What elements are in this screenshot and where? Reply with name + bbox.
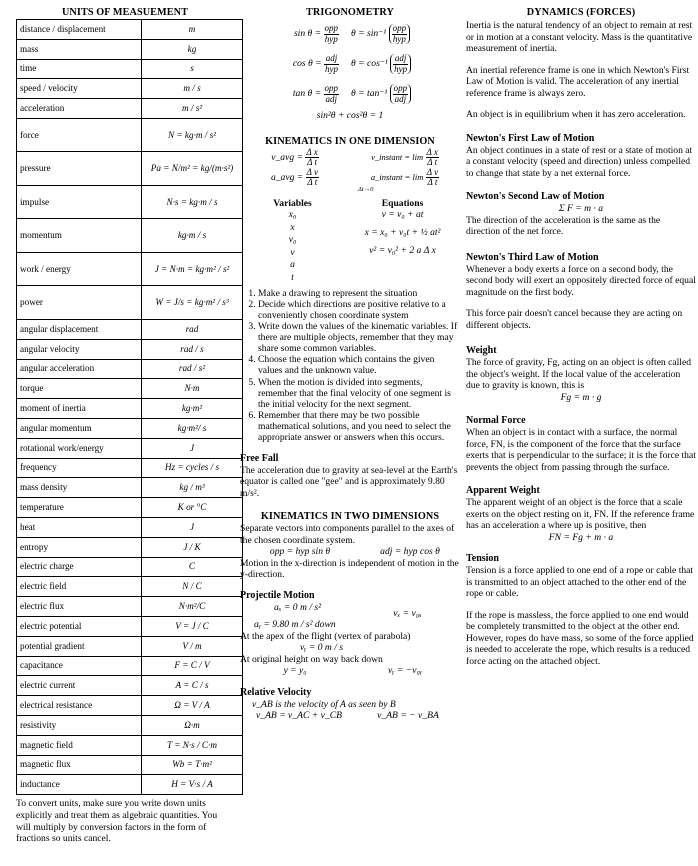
units-value: Ω·m [142,715,243,735]
units-quantity: angular displacement [17,319,142,339]
units-value: V / m [142,636,243,656]
units-value: K or °C [142,498,243,518]
units-quantity: moment of inertia [17,399,142,419]
rel-eq2: v_AB = − v_BA [377,710,439,722]
units-quantity: electric current [17,676,142,696]
units-row [17,79,243,99]
kinematic-equation: v = v₀ + at [381,209,424,221]
kinematic-variable: v [290,246,295,258]
units-value: J [142,438,243,458]
units-quantity: electric charge [17,557,142,577]
dyn-title: DYNAMICS (FORCES) [526,7,636,18]
avg-velocity-label: v_avg = [271,152,303,164]
units-row [17,418,243,438]
trig-den: hyp [324,33,338,44]
ax-formula: aₓ = 0 m / s² [274,601,321,613]
vy-neg-formula: vᵧ = −v₀ᵧ [387,665,423,677]
units-quantity: frequency [17,458,142,478]
units-value: N·m²/C [142,597,243,617]
units-row [17,537,243,557]
ay-formula: aᵧ = 9.80 m / s² down [254,619,336,631]
trig-fn: sin θ = [293,28,322,40]
units-quantity: angular acceleration [17,359,142,379]
units-value: N / C [142,577,243,597]
units-quantity: time [17,59,142,79]
units-title: UNITS OF MEASUEMENT [61,7,189,18]
units-quantity: angular velocity [17,339,142,359]
units-row [17,498,243,518]
units-quantity: power [17,286,142,320]
units-quantity: capacitance [17,656,142,676]
units-value: kg·m / s [142,219,243,253]
rel-eq1: v_AB = v_AC + v_CB [256,710,342,722]
n1-title: Newton's First Law of Motion [466,132,595,144]
units-value: s [142,59,243,79]
units-note: To convert units, make sure you write down units explicitly and treat them as algebraic quantities. You will multiply by conversion factors in the form of fractions so units cancel. [16,798,218,845]
units-quantity: magnetic field [17,735,142,755]
units-value: kg·m²/ s [142,418,243,438]
kinematic-variable: a [290,259,295,271]
inst-accel-label: a_instant = lim [370,172,424,183]
units-value: rad / s [142,339,243,359]
units-quantity: electric potential [17,616,142,636]
trig-num: opp [324,83,339,94]
component-formulas [240,546,460,558]
units-row [17,636,243,656]
opp-formula: opp = hyp sin θ [269,546,331,558]
trig-inv-num: opp [392,23,407,34]
units-value: rad / s² [142,359,243,379]
tension-text-2: If the rope is massless, the force applied to one end would be completely transmitted to the object at the other end. However, ropes do have mass, so some of the force applied is needed to accelerate the rope, which results is a reduced force acting on the attached object. [466,609,694,667]
units-value: rad [142,319,243,339]
n1-text: An object continues in a state of rest or a state of motion at a constant velocity (speed and direction) unless compelled to change that state by a net external force. [466,144,693,179]
normal-force-title: Normal Force [466,415,526,427]
units-table [16,19,243,795]
tension-text-1: Tension is a force applied to one end of a rope or cable that is transmitted to an object attached to the other end of the rope or cable. [466,565,694,600]
dt-den-4: Δ t [427,177,438,188]
math-column [240,0,460,722]
units-value: T = N·s / C·m [142,735,243,755]
apex-text: At the apex of the flight (vertex of parabola) [240,630,411,642]
units-quantity: mass [17,39,142,59]
trig-inv-den: adj [394,93,407,104]
units-value: V = J / C [142,616,243,636]
units-quantity: impulse [17,185,142,219]
units-quantity: electrical resistance [17,696,142,716]
units-quantity: speed / velocity [17,79,142,99]
units-value: N·s = kg·m / s [142,185,243,219]
inertia-text: Inertia is the natural tendency of an object to remain at rest or in motion at a constant velocity. Mass is the quantitative measurement of inertia. [466,20,693,55]
inertial-frame-text: An inertial reference frame is one in which Newton's First Law of Motion is valid. The acceleration of any inertial reference frame is always zero. [466,64,690,99]
dv-num-2: Δ v [426,167,439,178]
units-row [17,676,243,696]
units-value: F = C / V [142,656,243,676]
y-formula: y = y₀ [283,665,307,677]
units-quantity: pressure [17,152,142,186]
units-row [17,185,243,219]
units-row [17,577,243,597]
dt-den-2: Δ t [427,157,438,168]
avg-accel-label: a_avg = [270,172,304,184]
freefall-text: The acceleration due to gravity at sea-level at the Earth's equator is called one "gee" and is approximately 9.80 m/s². [240,464,458,499]
orig-height-text: At original height on way back down [240,653,383,665]
units-quantity: mass density [17,478,142,498]
variables-equations [240,198,460,285]
weight-text: The force of gravity, Fg, acting on an object is often called the object's weight. If the local value of the acceleration due to gravity is known, this is [466,357,692,392]
problem-step: 2. Decide which directions are positive relative to a conveniently chosen coordinate system [258,299,460,321]
n2-text: The direction of the acceleration is the same as the direction of the net force. [466,214,661,238]
problem-step: 5. When the motion is divided into segments, remember that the final velocity of one segment is the initial velocity for the next segment. [258,377,460,410]
trig-row [240,19,460,49]
dv-num: Δ v [306,167,319,178]
units-value: W = J/s = kg·m² / s³ [142,286,243,320]
kinematic-variable: v₀ [288,234,297,246]
units-row [17,286,243,320]
units-quantity: potential gradient [17,636,142,656]
adj-formula: adj = hyp cos θ [380,546,440,558]
units-value: m / s² [142,99,243,119]
kin2-intro: Separate vectors into components parallel to the axes of the chosen coordinate system. [240,523,455,546]
dt-den: Δ t [307,157,318,168]
units-value: kg [142,39,243,59]
units-row [17,517,243,537]
kinematic-variable: t [291,271,294,283]
projectile-title: Projectile Motion [240,589,315,601]
weight-title: Weight [466,345,497,357]
n3-text: Whenever a body exerts a force on a second body, the second body will exert an oppositely directed force of equal magnitude on the first body. [466,263,696,298]
apparent-weight-title: Apparent Weight [466,485,540,497]
dx-num: Δ x [306,147,318,158]
freefall-title: Free Fall [240,452,279,464]
units-row [17,20,243,40]
units-row [17,735,243,755]
units-column [3,0,234,845]
units-row [17,39,243,59]
units-quantity: momentum [17,219,142,253]
units-row [17,152,243,186]
units-value: m [142,20,243,40]
units-value: N = kg·m / s² [142,118,243,152]
units-value: m / s [142,79,243,99]
trig-den: adj [325,93,338,104]
trig-formulas [240,19,460,109]
units-row [17,219,243,253]
units-value: N·m [142,379,243,399]
trig-num: adj [325,53,338,64]
variables-heading: Variables [273,197,312,209]
problem-step: 4. Choose the equation which contains the given values and the unknown value. [258,354,460,376]
dt-den-3: Δ t [307,177,318,188]
problem-step: 3. Write down the values of the kinematic variables. If there are multiple objects, remember that they may share some common variables. [258,321,460,354]
n3-title: Newton's Third Law of Motion [466,251,599,263]
units-row [17,478,243,498]
trig-inv-den: hyp [394,63,408,74]
units-row [17,339,243,359]
units-quantity: torque [17,379,142,399]
problem-step: 1. Make a drawing to represent the situation [258,288,460,299]
units-row [17,597,243,617]
units-row [17,438,243,458]
kinematic-variable: x₀ [288,209,297,221]
relative-velocity-title: Relative Velocity [240,686,312,698]
units-quantity: distance / displacement [17,20,142,40]
apparent-weight-equation: FN = Fg + m · a [548,531,614,543]
units-value: J / K [142,537,243,557]
kinematic-equation: x = x₀ + v₀t + ½ at² [364,227,441,239]
dx-num-2: Δ x [426,147,438,158]
units-value: A = C / s [142,676,243,696]
units-row [17,557,243,577]
velocity-formulas [240,148,460,168]
units-value: H = V·s / A [142,775,243,795]
units-row [17,656,243,676]
kin2-title: KINEMATICS IN TWO DIMENSIONS [260,511,440,523]
trig-inv: θ = sin⁻¹ [351,28,387,40]
n2-title: Newton's Second Law of Motion [466,191,605,203]
units-value: J [142,517,243,537]
n2-equation: Σ F = m · a [558,203,604,215]
trig-inv: θ = cos⁻¹ [351,58,388,70]
units-value: Hz = cycles / s [142,458,243,478]
rel-definition: v_AB is the velocity of A as seen by B [252,698,396,710]
units-row [17,458,243,478]
equations-heading: Equations [381,197,424,209]
problem-steps [240,288,460,442]
trig-title: TRIGONOMETRY [305,7,394,18]
units-value: kg / m³ [142,478,243,498]
n3b-text: This force pair doesn't cancel because they are acting on different objects. [466,308,683,331]
units-value: J = N·m = kg·m² / s² [142,252,243,286]
units-value: kg·m² [142,399,243,419]
units-value: Wb = T·m² [142,755,243,775]
units-quantity: angular momentum [17,418,142,438]
kinematic-equation: v² = v₀² + 2 a Δ x [369,245,436,257]
units-quantity: magnetic flux [17,755,142,775]
trig-row [240,49,460,79]
kinematic-variable: x [290,221,295,233]
rel-formulas [240,710,460,722]
units-quantity: acceleration [17,99,142,119]
trig-inv: θ = tan⁻¹ [351,88,388,100]
vy0-formula: vᵧ = 0 m / s [300,642,344,654]
units-value: Pa = N/m² = kg/(m·s²) [142,152,243,186]
equilibrium-text: An object is in equilibrium when it has zero acceleration. [466,109,686,121]
units-row [17,399,243,419]
trig-fn: cos θ = [292,58,322,70]
units-row [17,616,243,636]
units-quantity: force [17,118,142,152]
units-row [17,775,243,795]
return-formulas [240,665,460,677]
kin2-motion: Motion in the x-direction is independent of motion in the y-direction. [240,557,459,581]
vx-formula: vₓ = v₀ₓ [393,607,422,619]
units-row [17,252,243,286]
trig-inv-num: adj [394,53,407,64]
normal-force-text: When an object is in contact with a surface, the normal force, FN, is the component of the force that the surface exerts that is perpendicular to the surface; it is the force that prevents the object from passing through the surface. [466,427,696,473]
trig-num: opp [324,23,339,34]
units-quantity: entropy [17,537,142,557]
problem-step: 6. Remember that there may be two possible mathematical solutions, and you need to select the appropriate answer or answers when this occurs. [258,410,460,443]
units-quantity: inductance [17,775,142,795]
units-row [17,99,243,119]
units-quantity: work / energy [17,252,142,286]
units-value: Ω = V / A [142,696,243,716]
units-row [17,715,243,735]
trig-inv-den: hyp [392,33,406,44]
acceleration-formulas [240,168,460,188]
trig-identity: sin²θ + cos²θ = 1 [316,110,384,122]
units-quantity: electric flux [17,597,142,617]
units-quantity: heat [17,517,142,537]
kin1-title: KINEMATICS IN ONE DIMENSION [265,135,435,147]
units-row [17,696,243,716]
limit-subscript: Δt→0 [358,185,374,193]
units-row [17,319,243,339]
inst-velocity-label: v_instant = lim [371,152,424,163]
apparent-weight-text: The apparent weight of an object is the force that a scale exerts on the object resting on it, FN. If the reference frame has an acceleration a where up is positive, then [466,497,695,532]
units-quantity: electric field [17,577,142,597]
dynamics-column [466,0,696,667]
units-value: C [142,557,243,577]
units-quantity: temperature [17,498,142,518]
units-quantity: rotational work/energy [17,438,142,458]
units-row [17,359,243,379]
trig-den: hyp [325,63,339,74]
units-row [17,755,243,775]
trig-inv-num: opp [393,83,408,94]
tension-title: Tension [466,553,499,565]
trig-row [240,79,460,109]
units-quantity: resistivity [17,715,142,735]
units-row [17,379,243,399]
trig-fn: tan θ = [292,88,322,100]
units-row [17,59,243,79]
units-row [17,118,243,152]
projectile-ax [240,602,460,620]
weight-equation: Fg = m · g [560,391,602,403]
